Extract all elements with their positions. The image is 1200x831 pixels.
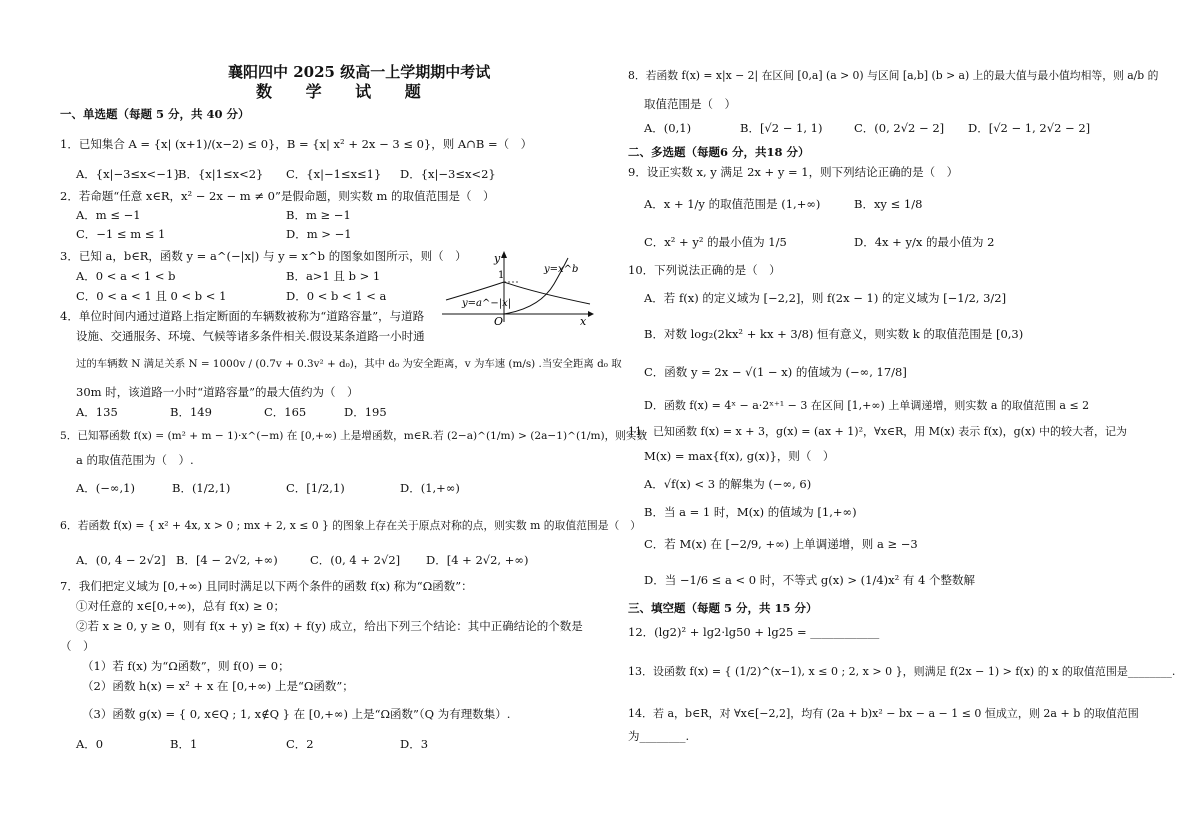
question-9-option-c[interactable]: C．x² + y² 的最小值为 1/5 [644, 235, 787, 249]
question-7-line-6: （2）函数 h(x) = x² + x 在 [0,+∞) 上是“Ω函数”； [82, 679, 354, 693]
question-10-option-d[interactable]: D．函数 f(x) = 4ˣ − a·2ˣ⁺¹ − 3 在区间 [1,+∞) 上单调递增，则实数 a 的取值范围 a ≤ 2 [644, 399, 1090, 412]
question-2-option-c[interactable]: C．−1 ≤ m ≤ 1 [76, 227, 166, 241]
question-7-option-c[interactable]: C．2 [286, 737, 314, 751]
question-9-option-a[interactable]: A．x + 1/y 的取值范围是 (1,+∞) [644, 197, 821, 211]
question-4-option-c[interactable]: C．165 [264, 405, 307, 419]
question-4-option-b[interactable]: B．149 [170, 405, 212, 419]
question-7-line-1: 7．我们把定义域为 [0,+∞) 且同时满足以下两个条件的函数 f(x) 称为“Ω函数”： [60, 579, 473, 593]
question-4-option-a[interactable]: A．135 [76, 405, 118, 419]
question-7-option-d[interactable]: D．3 [400, 737, 429, 751]
question-7-option-b[interactable]: B．1 [170, 737, 198, 751]
question-7-line-7: （3）函数 g(x) = { 0, x∈Q ; 1, x∉Q } 在 [0,+∞) 上是“Ω函数”（Q 为有理数集）. [82, 707, 511, 721]
question-12-stem: 12．(lg2)² + lg2·lg50 + lg25 = ____________ [628, 625, 880, 639]
question-6-option-d[interactable]: D．[4 + 2√2, +∞) [426, 553, 529, 567]
section-heading-multiple-choice: 二、多选题（每题6 分，共18 分） [628, 145, 810, 159]
question-1-option-a[interactable]: A．{x|−3≤x<−1} [76, 167, 181, 181]
question-9-stem: 9．设正实数 x, y 满足 2x + y = 1，则下列结论正确的是（ ） [628, 165, 959, 179]
question-4-line-4: 30m 时，该道路一小时“道路容量”的最大值约为（ ） [76, 385, 359, 399]
question-10-option-c[interactable]: C．函数 y = 2x − √(1 − x) 的值域为 (−∞, 17/8] [644, 365, 907, 379]
question-8-option-b[interactable]: B．[√2 − 1, 1) [740, 121, 823, 135]
question-2-option-a[interactable]: A．m ≤ −1 [76, 208, 141, 222]
question-4-line-3: 过的车辆数 N 满足关系 N = 1000v / (0.7v + 0.3v² + d₀)，其中 d₀ 为安全距离，v 为车速 (m/s) .当安全距离 d₀ 取 [76, 358, 622, 370]
question-8-option-c[interactable]: C．(0, 2√2 − 2] [854, 121, 945, 135]
question-2-stem: 2．若命题“任意 x∈R，x² − 2x − m ≠ 0”是假命题，则实数 m 的取值范围是（ ） [60, 189, 495, 203]
exam-title: 襄阳四中 2025 级高一上学期期中考试 [228, 63, 491, 81]
question-2-option-d[interactable]: D．m > −1 [286, 227, 352, 241]
question-5-option-a[interactable]: A．(−∞,1) [76, 481, 135, 495]
question-6-option-c[interactable]: C．(0, 4 + 2√2] [310, 553, 401, 567]
question-6-option-a[interactable]: A．(0, 4 − 2√2] [76, 553, 166, 567]
graph-one-label: 1 [498, 270, 505, 281]
graph-curve2-label: y=x^b [544, 264, 579, 275]
question-5-line-2: a 的取值范围为（ ）. [76, 453, 194, 467]
question-3-option-a[interactable]: A．0 < a < 1 < b [76, 269, 176, 283]
question-7-line-3: ②若 x ≥ 0, y ≥ 0，则有 f(x + y) ≥ f(x) + f(y) 成立，给出下列三个结论：其中正确结论的个数是 [76, 619, 583, 633]
question-7-line-2: ①对任意的 x∈[0,+∞)，总有 f(x) ≥ 0； [76, 599, 285, 613]
question-5-line-1: 5．已知幂函数 f(x) = (m² + m − 1)·x^(−m) 在 [0,+∞) 上是增函数，m∈R.若 (2−a)^(1/m) > (2a−1)^(1/m)，则实数 [60, 430, 648, 442]
graph-y-arrow [501, 251, 507, 258]
question-7-line-5: （1）若 f(x) 为“Ω函数”，则 f(0) = 0； [82, 659, 290, 673]
question-11-option-c[interactable]: C．若 M(x) 在 [−2/9, +∞) 上单调递增，则 a ≥ −3 [644, 537, 918, 551]
question-6-stem: 6．若函数 f(x) = { x² + 4x, x > 0 ; mx + 2, x ≤ 0 } 的图象上存在关于原点对称的点，则实数 m 的取值范围是（ ） [60, 519, 641, 532]
graph-origin-label: O [494, 315, 504, 326]
question-11-option-d[interactable]: D．当 −1/6 ≤ a < 0 时，不等式 g(x) > (1/4)x² 有 4 个整数解 [644, 573, 976, 587]
question-8-option-d[interactable]: D．[√2 − 1, 2√2 − 2] [968, 121, 1091, 135]
question-10-option-a[interactable]: A．若 f(x) 的定义域为 [−2,2]，则 f(2x − 1) 的定义域为 [−1/2, 3/2] [644, 291, 1007, 305]
section-heading-single-choice: 一、单选题（每题 5 分，共 40 分） [60, 107, 250, 121]
question-11-option-a[interactable]: A．√f(x) < 3 的解集为 (−∞, 6) [644, 477, 812, 491]
graph-x-arrow [588, 311, 594, 317]
question-7-line-4: （ ） [60, 639, 95, 653]
question-14-line-1: 14．若 a，b∈R，对 ∀x∈[−2,2]，均有 (2a + b)x² − bx − a − 1 ≤ 0 恒成立，则 2a + b 的取值范围 [628, 707, 1139, 720]
graph-x-label: x [580, 315, 587, 326]
question-2-option-b[interactable]: B．m ≥ −1 [286, 208, 351, 222]
question-9-option-b[interactable]: B．xy ≤ 1/8 [854, 197, 923, 211]
question-8-line-1: 8．若函数 f(x) = x|x − 2| 在区间 [0,a] (a > 0) 与区间 [a,b] (b > a) 上的最大值与最小值均相等，则 a/b 的 [628, 69, 1159, 82]
section-heading-fill-in: 三、填空题（每题 5 分，共 15 分） [628, 601, 818, 615]
question-13-stem: 13．设函数 f(x) = { (1/2)^(x−1), x ≤ 0 ; 2, x > 0 }，则满足 f(2x − 1) > f(x) 的 x 的取值范围是________. [628, 665, 1176, 678]
question-5-option-b[interactable]: B．(1/2,1) [172, 481, 231, 495]
question-14-line-2: 为________. [628, 729, 690, 743]
question-8-option-a[interactable]: A．(0,1) [644, 121, 692, 135]
question-5-option-c[interactable]: C．[1/2,1) [286, 481, 345, 495]
question-3-graph [440, 248, 600, 326]
question-3-option-c[interactable]: C．0 < a < 1 且 0 < b < 1 [76, 289, 227, 303]
question-8-line-2: 取值范围是（ ） [644, 97, 736, 111]
question-6-option-b[interactable]: B．[4 − 2√2, +∞) [176, 553, 278, 567]
question-1-option-b[interactable]: B．{x|1≤x<2} [178, 167, 264, 181]
graph-curve1-label: y=a^−|x| [462, 298, 512, 309]
question-10-stem: 10．下列说法正确的是（ ） [628, 263, 781, 277]
graph-y-label: y [494, 252, 501, 265]
question-1-stem: 1．已知集合 A = {x| (x+1)/(x−2) ≤ 0}，B = {x| x² + 2x − 3 ≤ 0}，则 A∩B =（ ） [60, 137, 533, 151]
question-7-option-a[interactable]: A．0 [76, 737, 104, 751]
question-10-option-b[interactable]: B．对数 log₂(2kx² + kx + 3/8) 恒有意义，则实数 k 的取值范围是 [0,3) [644, 327, 1024, 341]
question-11-option-b[interactable]: B．当 a = 1 时，M(x) 的值域为 [1,+∞) [644, 505, 857, 519]
question-1-option-d[interactable]: D．{x|−3≤x<2} [400, 167, 496, 181]
exam-subtitle: 数 学 试 题 [256, 82, 435, 101]
question-11-line-1: 11．已知函数 f(x) = x + 3，g(x) = (ax + 1)²，∀x∈R，用 M(x) 表示 f(x)，g(x) 中的较大者，记为 [628, 425, 1127, 438]
question-3-stem: 3．已知 a，b∈R，函数 y = a^(−|x|) 与 y = x^b 的图象如图所示，则（ ） [60, 249, 467, 263]
question-4-line-2: 设施、交通服务、环境、气候等诸多条件相关.假设某条道路一小时通 [76, 329, 425, 343]
question-4-option-d[interactable]: D．195 [344, 405, 387, 419]
question-3-option-d[interactable]: D．0 < b < 1 < a [286, 289, 387, 303]
question-5-option-d[interactable]: D．(1,+∞) [400, 481, 460, 495]
question-9-option-d[interactable]: D．4x + y/x 的最小值为 2 [854, 235, 995, 249]
question-4-line-1: 4．单位时间内通过道路上指定断面的车辆数被称为“道路容量”，与道路 [60, 309, 425, 323]
question-11-line-2: M(x) = max{f(x), g(x)}，则（ ） [644, 449, 835, 463]
question-3-option-b[interactable]: B．a>1 且 b > 1 [286, 269, 381, 283]
question-1-option-c[interactable]: C．{x|−1≤x≤1} [286, 167, 382, 181]
